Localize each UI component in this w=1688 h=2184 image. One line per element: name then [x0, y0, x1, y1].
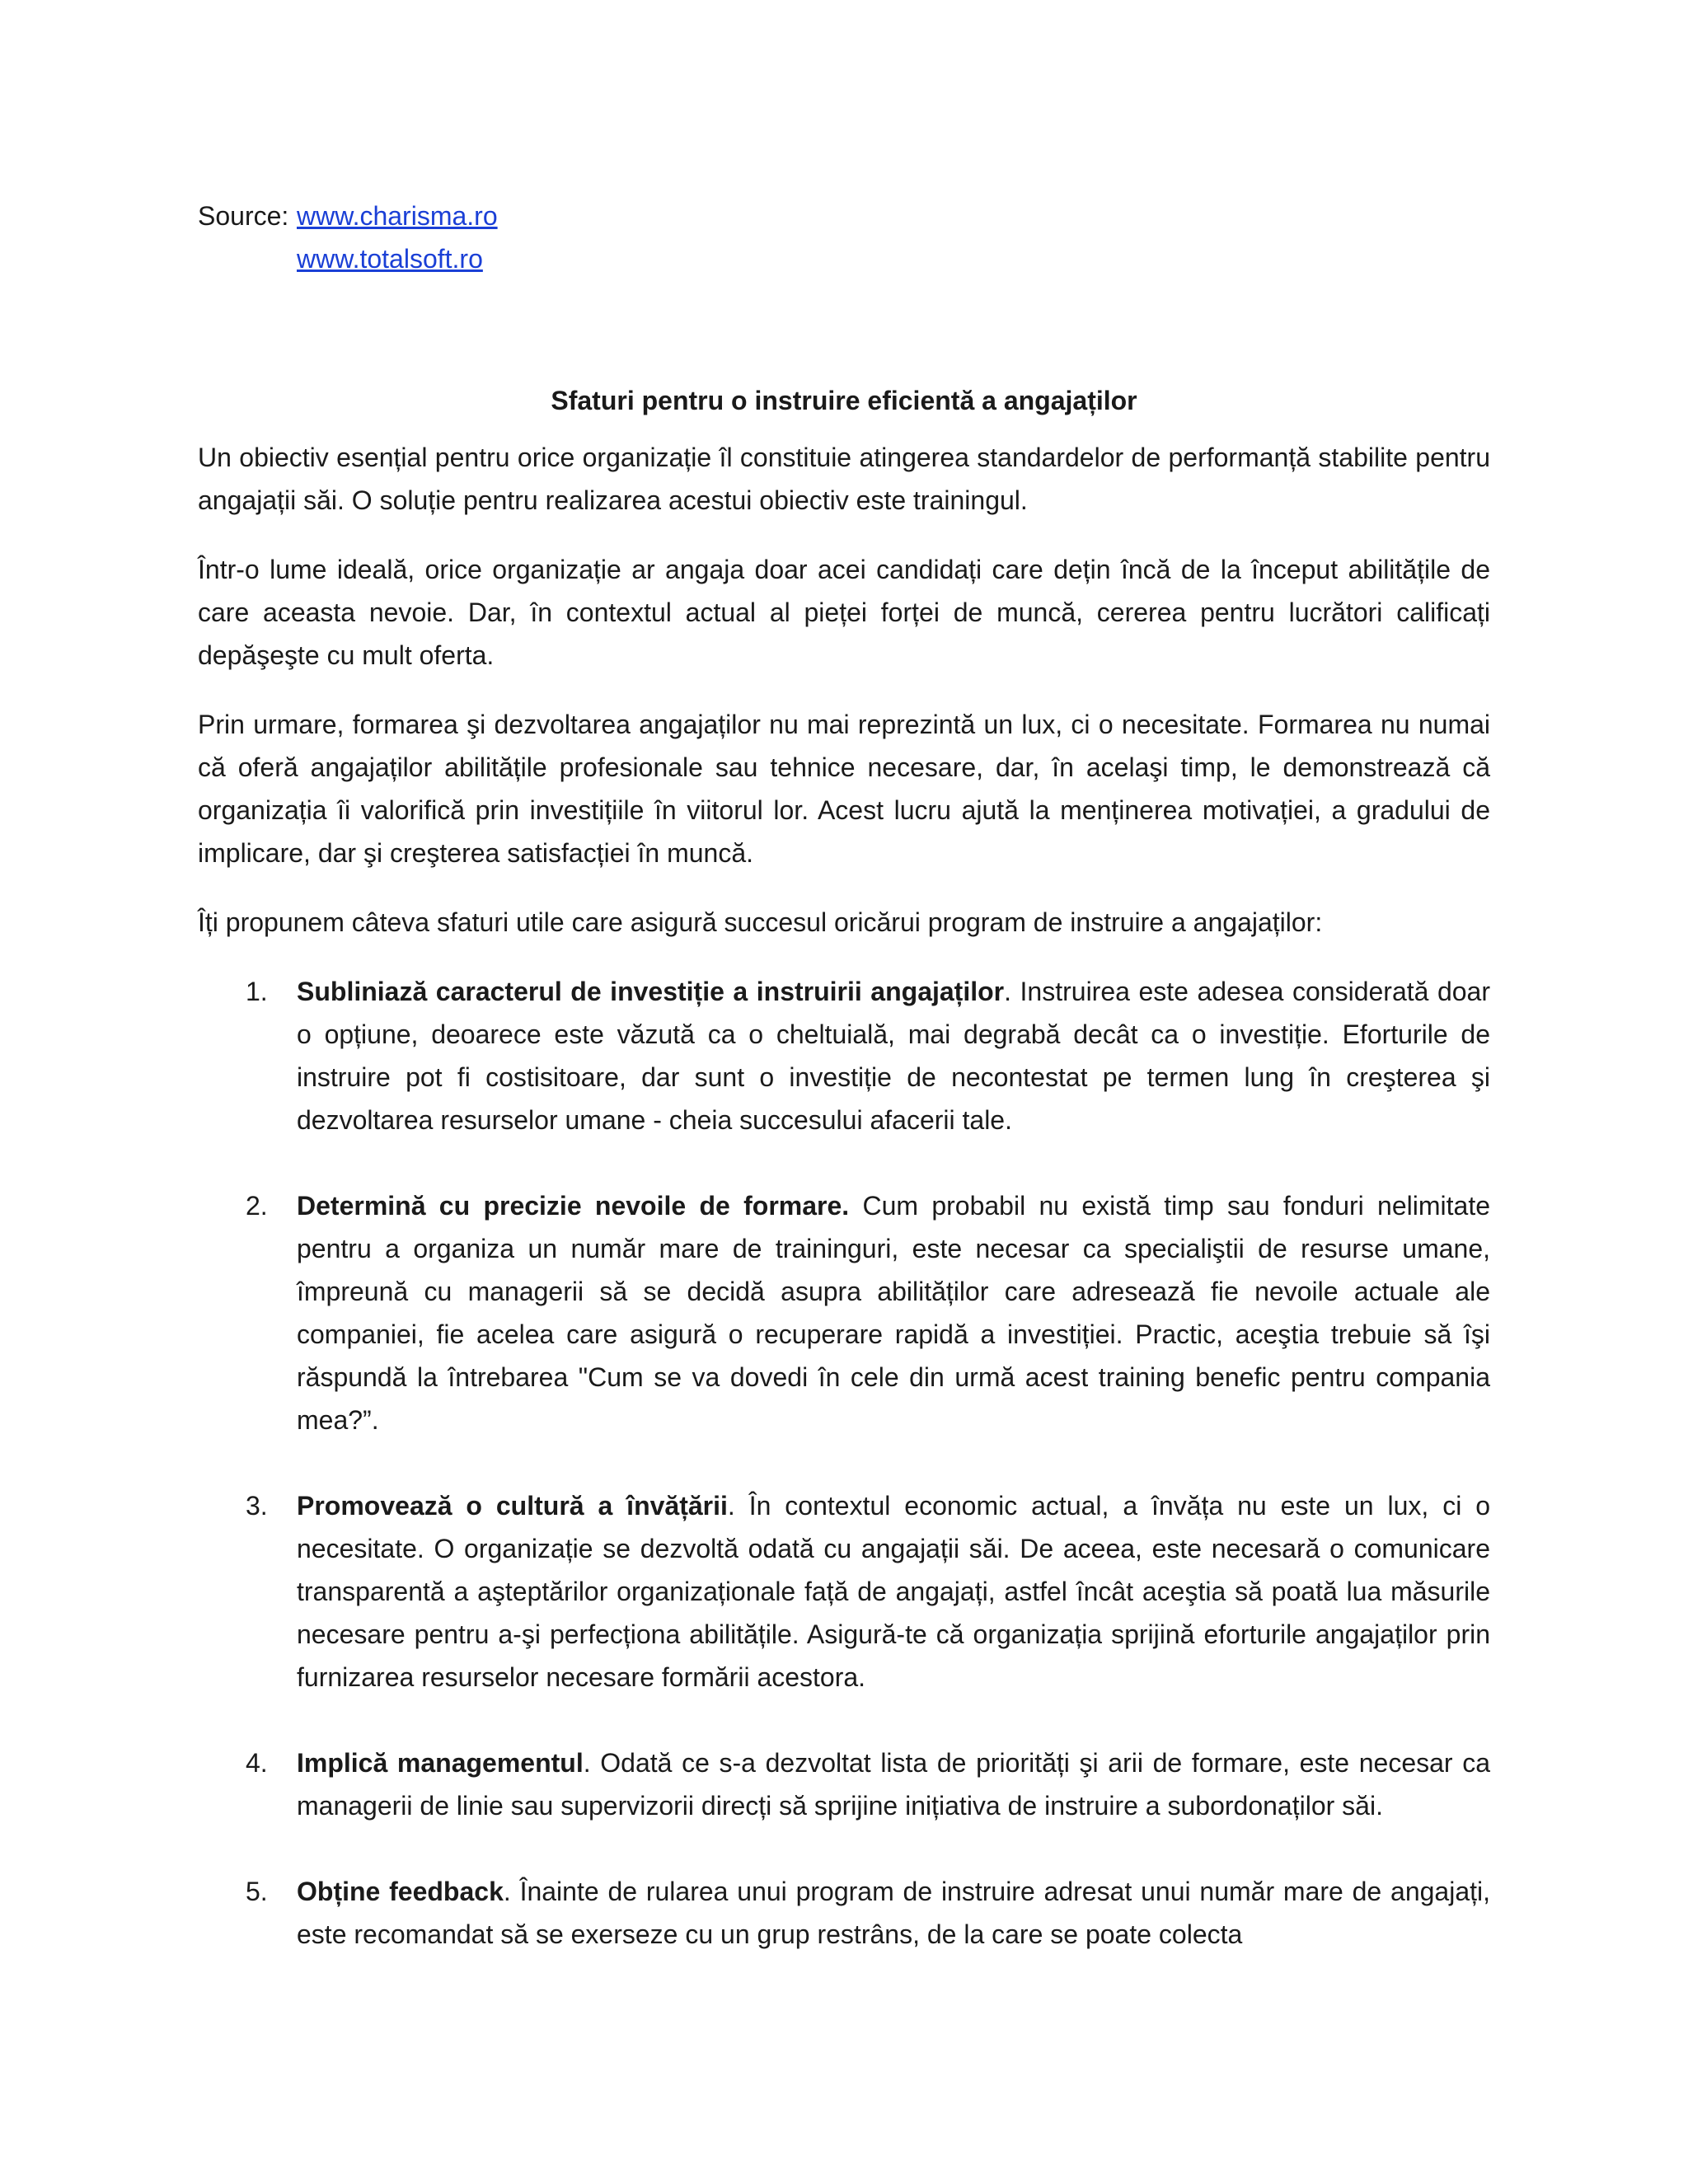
document-title: Sfaturi pentru o instruire eficientă a angajaților — [551, 386, 1137, 415]
list-item-number: 4. — [246, 1748, 268, 1778]
link-totalsoft[interactable]: www.totalsoft.ro — [297, 244, 483, 274]
list-item-title: Obține feedback — [297, 1877, 504, 1906]
document-page — [198, 194, 1490, 1956]
list-item-number: 2. — [246, 1191, 268, 1221]
list-item-title: Implică managementul — [297, 1748, 584, 1778]
list-item-title: Promovează o cultură a învățării — [297, 1491, 728, 1521]
list-item-body — [297, 1184, 1490, 1441]
list-item-number: 5. — [246, 1877, 268, 1906]
list-item-number: 1. — [246, 977, 268, 1006]
list-item-body — [297, 1870, 1490, 1956]
list-item-number: 3. — [246, 1491, 268, 1521]
source-label: Source: — [198, 201, 289, 231]
list-item-text: . În contextul economic actual, a învăța nu este un lux, ci o necesitate. O organizație se dezvoltă odată cu angajații săi. De aceea, este necesară o comunicare transparentă a aşteptărilor organizaționale față de angajați, astfel încât aceştia să poată lua măsurile necesare pentru a-şi perfecționa abilitățile. Asigură-te că organizația sprijină eforturile angajaților prin furnizarea resurselor necesare formării acestora. — [297, 1491, 1491, 1692]
list-item — [198, 970, 1490, 1141]
list-item-text: . Odată ce s-a dezvoltat lista de priorități şi arii de formare, este necesar ca managerii de linie sau supervizorii direcți să sprijine inițiativa de instruire a subordonaților săi. — [297, 1748, 1491, 1821]
list-item — [198, 1184, 1490, 1441]
paragraph-training-necessity: Prin urmare, formarea şi dezvoltarea angajaților nu mai reprezintă un lux, ci o necesitate. Formarea nu numai că oferă angajaților abilitățile profesionale sau tehnice necesare, dar, în acelaşi timp, le demonstrează că organizația îi valorifică prin investițiile în viitorul lor. Acest lucru ajută la menținerea motivației, a gradului de implicare, dar şi creşterea satisfacției în muncă. — [198, 710, 1490, 868]
list-item-title: Subliniază caracterul de investiție a instruirii angajaților — [297, 977, 1005, 1006]
paragraph-intro: Un obiectiv esențial pentru orice organizație îl constituie atingerea standardelor de performanță stabilite pentru angajații săi. O soluție pentru realizarea acestui obiectiv este trainingul. — [198, 443, 1490, 515]
link-charisma[interactable]: www.charisma.ro — [297, 201, 498, 231]
paragraph-tips-intro: Îți propunem câteva sfaturi utile care asigură succesul oricărui program de instruire a angajaților: — [198, 907, 1323, 937]
list-item-body — [297, 1741, 1490, 1827]
source-block — [198, 194, 1490, 280]
paragraph-ideal-world: Într-o lume ideală, orice organizație ar angaja doar acei candidați care dețin încă de la început abilitățile de care aceasta nevoie. Dar, în contextul actual al pieței forței de muncă, cererea pentru lucrători calificați depăşeşte cu mult oferta. — [198, 555, 1490, 670]
list-item-body — [297, 970, 1490, 1141]
list-item-body — [297, 1484, 1490, 1699]
list-item-text: . Instruirea este adesea considerată doar o opțiune, deoarece este văzută ca o cheltuială, mai degrabă decât ca o investiție. Eforturile de instruire pot fi costisitoare, dar sunt o investiție de necontestat pe termen lung în creşterea şi dezvoltarea resurselor umane - cheia succesului afacerii tale. — [297, 977, 1490, 1135]
list-item-text: . Înainte de rularea unui program de instruire adresat unui număr mare de angajați, este recomandat să se exerseze cu un grup restrâns, de la care se poate colecta — [297, 1877, 1491, 1949]
list-item — [198, 1741, 1490, 1827]
list-item — [198, 1484, 1490, 1699]
list-item-title: Determină cu precizie nevoile de formare. — [297, 1191, 850, 1221]
source-links — [297, 194, 498, 280]
list-item-text: Cum probabil nu există timp sau fonduri nelimitate pentru a organiza un număr mare de traininguri, este necesar ca specialiştii de resurse umane, împreună cu managerii să se decidă asupra abilităților care adresează fie nevoile actuale ale companiei, fie acelea care asigură o recuperare rapidă a investiției. Practic, aceştia trebuie să îşi răspundă la întrebarea "Cum se va dovedi în cele din urmă acest training benefic pentru compania mea?”. — [297, 1191, 1491, 1435]
tips-list — [198, 970, 1490, 1956]
list-item — [198, 1870, 1490, 1956]
